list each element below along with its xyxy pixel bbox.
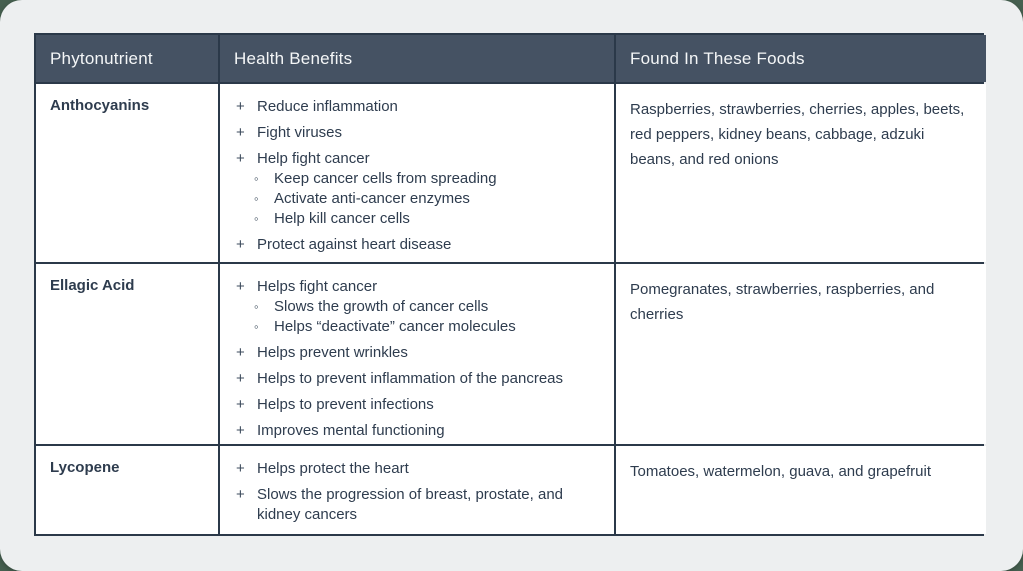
- benefit-line: [236, 485, 598, 525]
- plus-bullet-icon: +: [236, 486, 245, 503]
- sub-benefit-item: [254, 189, 598, 209]
- benefit-text: Reduce inflammation: [257, 98, 398, 115]
- benefit-line: [236, 149, 598, 169]
- benefit-text: Help fight cancer: [257, 150, 370, 167]
- benefit-item: [236, 459, 598, 479]
- circle-bullet-icon: ◦: [254, 191, 259, 206]
- benefits-list: [236, 97, 598, 255]
- circle-bullet-icon: ◦: [254, 299, 259, 314]
- benefit-line: [236, 343, 598, 363]
- plus-bullet-icon: +: [236, 98, 245, 115]
- benefit-text: Fight viruses: [257, 124, 343, 141]
- benefits-list: [236, 459, 598, 525]
- benefit-line: [236, 369, 598, 389]
- phytonutrient-name-cell: Lycopene: [36, 446, 218, 534]
- benefit-line: [236, 459, 598, 479]
- benefit-item: [236, 235, 598, 255]
- benefit-line: [236, 97, 598, 117]
- benefit-item: [236, 421, 598, 441]
- health-benefits-cell: [220, 264, 614, 444]
- sub-benefit-text: Activate anti-cancer enzymes: [274, 190, 470, 207]
- benefit-line: [236, 277, 598, 297]
- health-benefits-cell: [220, 84, 614, 262]
- sub-benefit-text: Slows the growth of cancer cells: [274, 298, 489, 315]
- benefit-item: [236, 485, 598, 525]
- foods-cell: Raspberries, strawberries, cherries, apples, beets, red peppers, kidney beans, cabbage, adzuki beans, and red onions: [616, 84, 986, 262]
- benefit-item: [236, 97, 598, 117]
- benefit-line: [236, 123, 598, 143]
- circle-bullet-icon: ◦: [254, 319, 259, 334]
- sub-benefit-text: Keep cancer cells from spreading: [274, 170, 497, 187]
- phytonutrient-table: [34, 33, 984, 536]
- benefit-item: [236, 343, 598, 363]
- header-cell-health-benefits: Health Benefits: [220, 35, 614, 82]
- plus-bullet-icon: +: [236, 236, 245, 253]
- benefit-item: [236, 395, 598, 415]
- plus-bullet-icon: +: [236, 278, 245, 295]
- benefit-line: [236, 421, 598, 441]
- benefit-text: Helps to prevent infections: [257, 396, 434, 413]
- benefit-line: [236, 235, 598, 255]
- sub-benefit-item: [254, 169, 598, 189]
- sub-benefit-item: [254, 209, 598, 229]
- header-cell-found-in-foods: Found In These Foods: [616, 35, 986, 82]
- benefit-item: [236, 123, 598, 143]
- circle-bullet-icon: ◦: [254, 171, 259, 186]
- plus-bullet-icon: +: [236, 370, 245, 387]
- sub-benefit-text: Helps “deactivate” cancer molecules: [274, 318, 516, 335]
- benefit-text: Helps prevent wrinkles: [257, 344, 408, 361]
- benefit-text: Helps fight cancer: [257, 278, 378, 295]
- plus-bullet-icon: +: [236, 124, 245, 141]
- phytonutrient-name-cell: Anthocyanins: [36, 84, 218, 262]
- benefit-item: [236, 369, 598, 389]
- sub-benefits-list: [254, 169, 598, 229]
- phytonutrient-name-cell: Ellagic Acid: [36, 264, 218, 444]
- plus-bullet-icon: +: [236, 344, 245, 361]
- header-cell-phytonutrient: Phytonutrient: [36, 35, 218, 82]
- benefit-item: [236, 277, 598, 337]
- foods-cell: Pomegranates, strawberries, raspberries, and cherries: [616, 264, 986, 444]
- plus-bullet-icon: +: [236, 460, 245, 477]
- benefit-text: Improves mental functioning: [257, 422, 445, 439]
- benefit-item: [236, 149, 598, 229]
- sub-benefit-item: [254, 317, 598, 337]
- benefit-text: Slows the progression of breast, prostate, and kidney cancers: [257, 486, 564, 523]
- benefit-text: Helps to prevent inflammation of the pancreas: [257, 370, 563, 387]
- benefit-line: [236, 395, 598, 415]
- plus-bullet-icon: +: [236, 150, 245, 167]
- plus-bullet-icon: +: [236, 422, 245, 439]
- sub-benefits-list: [254, 297, 598, 337]
- health-benefits-cell: [220, 446, 614, 534]
- sub-benefit-text: Help kill cancer cells: [274, 210, 410, 227]
- sub-benefit-item: [254, 297, 598, 317]
- plus-bullet-icon: +: [236, 396, 245, 413]
- benefit-text: Helps protect the heart: [257, 460, 409, 477]
- benefit-text: Protect against heart disease: [257, 236, 452, 253]
- foods-cell: Tomatoes, watermelon, guava, and grapefruit: [616, 446, 986, 534]
- benefits-list: [236, 277, 598, 441]
- circle-bullet-icon: ◦: [254, 211, 259, 226]
